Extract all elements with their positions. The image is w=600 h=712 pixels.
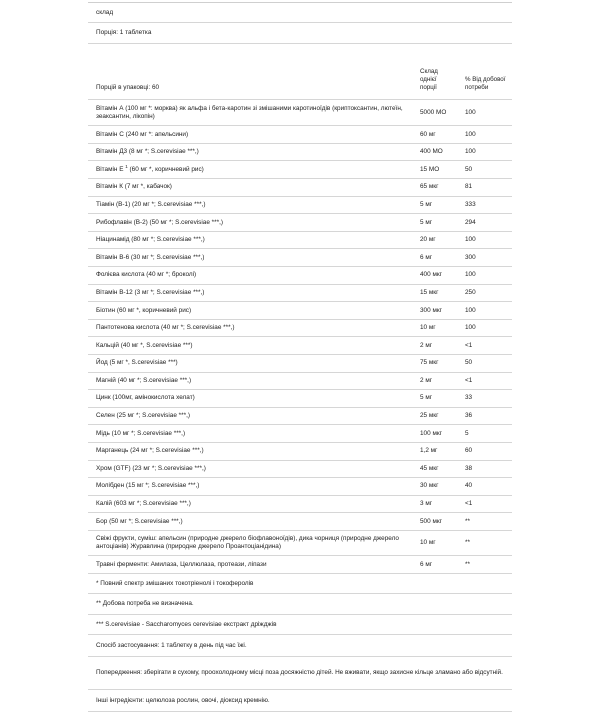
amount-per-serving: 6 мг xyxy=(412,249,457,267)
table-row xyxy=(88,143,512,161)
nutrient-name: Йод (5 мг *, S.cerevisiae ***) xyxy=(88,355,412,373)
amount-per-serving: 15 МО xyxy=(412,161,457,179)
table-row xyxy=(88,267,512,285)
table-row xyxy=(88,355,512,373)
table-row xyxy=(88,196,512,214)
table-row xyxy=(88,337,512,355)
nutrient-name: Свіжі фрукти, суміш: апельсин (природне джерело біофлавоноїдів), дика чорниця (природне джерело антоціанів) Журавлина (природне джерело Проантоціанідина) xyxy=(88,530,412,556)
amount-per-serving: 30 мкг xyxy=(412,478,457,496)
table-row xyxy=(88,284,512,302)
amount-per-serving: 3 мг xyxy=(412,495,457,513)
warning-text: Попередження: зберігати в сухому, проохолодному місці поза досяжністю дітей. Не вживати, якщо захисне кільце зламано або відсутній. xyxy=(88,657,512,690)
daily-value-percent: 60 xyxy=(457,442,512,460)
daily-value-percent: 100 xyxy=(457,126,512,144)
daily-value-percent: <1 xyxy=(457,337,512,355)
nutrient-name: Вітамін С (240 мг *: апельсини) xyxy=(88,126,412,144)
daily-value-percent: 40 xyxy=(457,478,512,496)
footnote-row xyxy=(88,614,512,634)
daily-value-percent: 50 xyxy=(457,161,512,179)
nutrient-name: Вітамін Д3 (8 мг *; S.cerevisiae ***,) xyxy=(88,143,412,161)
amount-per-serving: 75 мкг xyxy=(412,355,457,373)
daily-value-percent: 33 xyxy=(457,390,512,408)
nutrient-name-part: Вітамін Е xyxy=(96,165,126,173)
daily-value-percent: 36 xyxy=(457,407,512,425)
nutrient-name xyxy=(88,161,412,179)
daily-value-percent: 294 xyxy=(457,214,512,232)
nutrient-name: Вітамін В-6 (30 мг *; S.cerevisiae ***,) xyxy=(88,249,412,267)
amount-per-serving: 2 мг xyxy=(412,337,457,355)
daily-value-percent: ** xyxy=(457,556,512,574)
daily-value-percent: 250 xyxy=(457,284,512,302)
table-row xyxy=(88,126,512,144)
amount-per-serving: 400 мкг xyxy=(412,267,457,285)
amount-per-serving: 500 мкг xyxy=(412,513,457,531)
daily-value-percent: 81 xyxy=(457,179,512,197)
table-title: склад xyxy=(88,3,512,23)
footer-row xyxy=(88,690,512,712)
amount-per-serving: 60 мг xyxy=(412,126,457,144)
serving-row xyxy=(88,23,512,43)
footnote: *** S.cerevisiae - Saccharomyces cerevisiae екстракт дріжджів xyxy=(88,614,512,634)
nutrient-name: Рибофлавін (В-2) (50 мг *; S.cerevisiae ***,) xyxy=(88,214,412,232)
nutrient-name: Магній (40 мг *; S.cerevisiae ***,) xyxy=(88,372,412,390)
column-header-row xyxy=(88,43,512,100)
amount-per-serving: 10 мг xyxy=(412,319,457,337)
footer-row xyxy=(88,635,512,657)
amount-per-serving: 300 мкг xyxy=(412,302,457,320)
nutrient-name: Фолієва кислота (40 мг *; броколі) xyxy=(88,267,412,285)
nutrient-name: Пантотенова кислота (40 мг *; S.cerevisiae ***,) xyxy=(88,319,412,337)
table-row xyxy=(88,495,512,513)
table-row xyxy=(88,460,512,478)
nutrient-name: Бор (50 мг *; S.cerevisiae ***,) xyxy=(88,513,412,531)
nutrient-name: Селен (25 мг *; S.cerevisiae ***,) xyxy=(88,407,412,425)
daily-value-percent: <1 xyxy=(457,495,512,513)
footer-row xyxy=(88,657,512,690)
supplement-facts-table xyxy=(88,3,512,712)
table-row xyxy=(88,214,512,232)
footnote: * Повний спектр змішаних токотріенолі і токоферолів xyxy=(88,574,512,594)
nutrient-name: Біотин (60 мг *, коричневий рис) xyxy=(88,302,412,320)
table-row xyxy=(88,407,512,425)
table-row xyxy=(88,442,512,460)
table-row xyxy=(88,161,512,179)
daily-value-header xyxy=(457,43,512,100)
amount-per-serving: 25 мкг xyxy=(412,407,457,425)
footnote-row xyxy=(88,574,512,594)
table-row xyxy=(88,478,512,496)
table-row xyxy=(88,302,512,320)
amount-header xyxy=(412,43,457,100)
amount-per-serving: 65 мкг xyxy=(412,179,457,197)
table-row xyxy=(88,249,512,267)
table-row xyxy=(88,425,512,443)
nutrient-name: Ніацинамід (80 мг *; S.cerevisiae ***,) xyxy=(88,231,412,249)
table-row xyxy=(88,231,512,249)
daily-value-percent: 100 xyxy=(457,100,512,126)
nutrient-name-part: (60 мг *, коричневий рис) xyxy=(127,165,204,173)
nutrient-name: Молібден (15 мг *; S.cerevisiae ***,) xyxy=(88,478,412,496)
amount-per-serving: 15 мкг xyxy=(412,284,457,302)
table-row xyxy=(88,100,512,126)
usage-instructions: Спосіб застосування: 1 таблетку в день під час їжі. xyxy=(88,635,512,657)
footnote: ** Добова потреба не визначена. xyxy=(88,594,512,614)
nutrient-name: Вітамін В-12 (3 мг *; S.cerevisiae ***,) xyxy=(88,284,412,302)
other-ingredients: Інші інгредієнти: целюлоза рослин, овочі, діоксид кремнію. xyxy=(88,690,512,712)
table-row xyxy=(88,530,512,556)
daily-value-percent: 100 xyxy=(457,319,512,337)
footnote-superscript: 1 xyxy=(125,163,128,169)
amount-per-serving: 100 мкг xyxy=(412,425,457,443)
daily-value-percent: 333 xyxy=(457,196,512,214)
nutrient-name: Травні ферменти: Амилаза, Целлюлаза, протеази, ліпази xyxy=(88,556,412,574)
daily-value-percent: 38 xyxy=(457,460,512,478)
nutrient-name: Тіамін (В-1) (20 мг *; S.cerevisiae ***,) xyxy=(88,196,412,214)
daily-value-percent: ** xyxy=(457,513,512,531)
daily-value-percent: 100 xyxy=(457,231,512,249)
table-row xyxy=(88,513,512,531)
amount-per-serving: 10 мг xyxy=(412,530,457,556)
serving-size: Порція: 1 таблетка xyxy=(88,23,512,43)
amount-per-serving: 2 мг xyxy=(412,372,457,390)
nutrient-name: Калій (603 мг *; S.cerevisiae ***,) xyxy=(88,495,412,513)
amount-header-label: Склад однієї порції xyxy=(420,68,438,92)
table-row xyxy=(88,319,512,337)
amount-per-serving: 400 МО xyxy=(412,143,457,161)
amount-per-serving: 20 мг xyxy=(412,231,457,249)
table-row xyxy=(88,372,512,390)
daily-value-percent: 100 xyxy=(457,267,512,285)
daily-value-header-label: % Від добової потреби xyxy=(465,76,506,92)
nutrient-name: Мідь (10 мг *; S.cerevisiae ***,) xyxy=(88,425,412,443)
servings-per-container: Порцій в упаковці: 60 xyxy=(88,43,412,100)
table-row xyxy=(88,556,512,574)
nutrient-name: Марганець (24 мг *; S.cerevisiae ***,) xyxy=(88,442,412,460)
footnote-row xyxy=(88,594,512,614)
nutrient-name: Цинк (100мг, амінокислота хелат) xyxy=(88,390,412,408)
nutrient-name: Кальцій (40 мг *, S.cerevisiae ***) xyxy=(88,337,412,355)
daily-value-percent: 100 xyxy=(457,143,512,161)
daily-value-percent: 300 xyxy=(457,249,512,267)
amount-per-serving: 45 мкг xyxy=(412,460,457,478)
daily-value-percent: <1 xyxy=(457,372,512,390)
amount-per-serving: 6 мг xyxy=(412,556,457,574)
table-row xyxy=(88,179,512,197)
daily-value-percent: ** xyxy=(457,530,512,556)
daily-value-percent: 5 xyxy=(457,425,512,443)
table-row xyxy=(88,390,512,408)
amount-per-serving: 5 мг xyxy=(412,196,457,214)
amount-per-serving: 1,2 мг xyxy=(412,442,457,460)
daily-value-percent: 100 xyxy=(457,302,512,320)
nutrient-name: Вітамін К (7 мг *, кабачок) xyxy=(88,179,412,197)
amount-per-serving: 5000 МО xyxy=(412,100,457,126)
nutrient-name: Вітамін А (100 мг *: морква) як альфа і бета-каротин зі змішаними каротиноїдів (криптоксантин, лютеїн, зеаксантин, лікопін) xyxy=(88,100,412,126)
amount-per-serving: 5 мг xyxy=(412,390,457,408)
amount-per-serving: 5 мг xyxy=(412,214,457,232)
table-title-row xyxy=(88,3,512,23)
nutrient-name: Хром (GTF) (23 мг *; S.cerevisiae ***,) xyxy=(88,460,412,478)
daily-value-percent: 50 xyxy=(457,355,512,373)
